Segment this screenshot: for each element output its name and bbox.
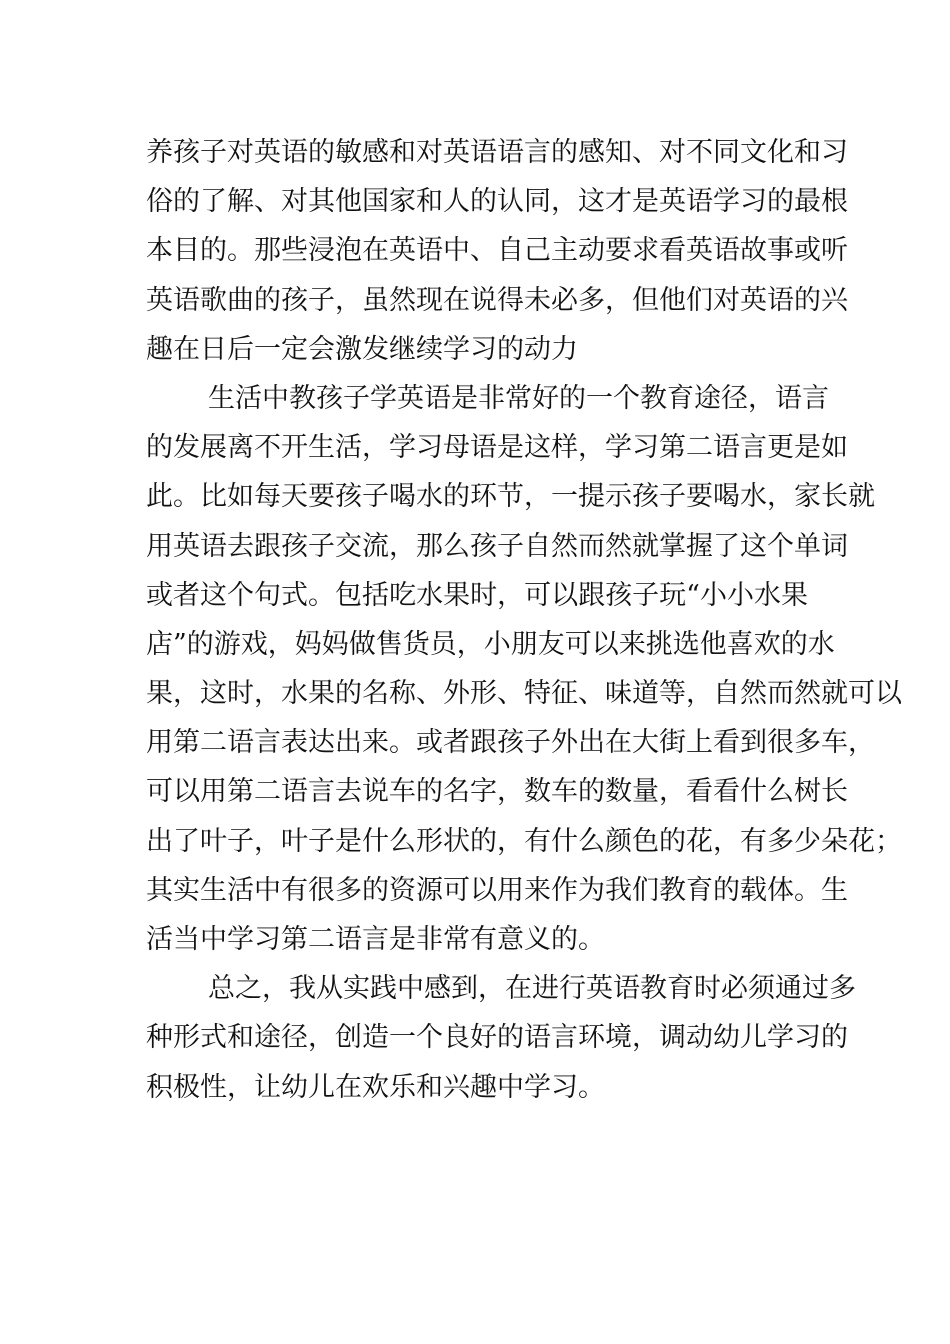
paragraph-line: 俗的了解、对其他国家和人的认同，这才是英语学习的最根 (146, 186, 848, 218)
paragraph-1 (146, 128, 848, 374)
paragraph-line: 趣在日后一定会激发继续学习的动力 (146, 333, 578, 365)
paragraph-line: 养孩子对英语的敏感和对英语语言的感知、对不同文化和习 (146, 137, 848, 168)
paragraph-line: 用第二语言表达出来。或者跟孩子外出在大街上看到很多车， (146, 727, 875, 759)
paragraph-2 (146, 374, 902, 964)
paragraph-line: 积极性，让幼儿在欢乐和兴趣中学习。 (146, 1071, 605, 1103)
paragraph-line: 店”的游戏，妈妈做售货员，小朋友可以来挑选他喜欢的水 (146, 628, 835, 660)
paragraph-line: 英语歌曲的孩子，虽然现在说得未必多，但他们对英语的兴 (146, 284, 848, 316)
paragraph-line: 用英语去跟孩子交流，那么孩子自然而然就掌握了这个单词 (146, 530, 848, 562)
document-body (146, 128, 902, 1112)
paragraph-line: 可以用第二语言去说车的名字，数车的数量，看看什么树长 (146, 776, 848, 808)
paragraph-line: 活当中学习第二语言是非常有意义的。 (146, 924, 605, 955)
paragraph-line: 其实生活中有很多的资源可以用来作为我们教育的载体。生 (146, 874, 848, 906)
paragraph-line: 生活中教孩子学英语是非常好的一个教育途径，语言 (208, 382, 829, 414)
paragraph-line: 总之，我从实践中感到，在进行英语教育时必须通过多 (208, 973, 856, 1005)
paragraph-line: 或者这个句式。包括吃水果时，可以跟孩子玩“小小水果 (146, 579, 808, 611)
paragraph-line: 果，这时，水果的名称、外形、特征、味道等，自然而然就可以 (146, 678, 902, 710)
paragraph-line: 此。比如每天要孩子喝水的环节，一提示孩子要喝水，家长就 (146, 481, 875, 513)
paragraph-line: 的发展离不开生活，学习母语是这样，学习第二语言更是如 (146, 432, 848, 464)
paragraph-line: 种形式和途径，创造一个良好的语言环境，调动幼儿学习的 (146, 1022, 848, 1054)
paragraph-3 (146, 964, 856, 1112)
paragraph-line: 出了叶子，叶子是什么形状的，有什么颜色的花，有多少朵花； (146, 825, 902, 857)
paragraph-line: 本目的。那些浸泡在英语中、自己主动要求看英语故事或听 (146, 235, 848, 267)
